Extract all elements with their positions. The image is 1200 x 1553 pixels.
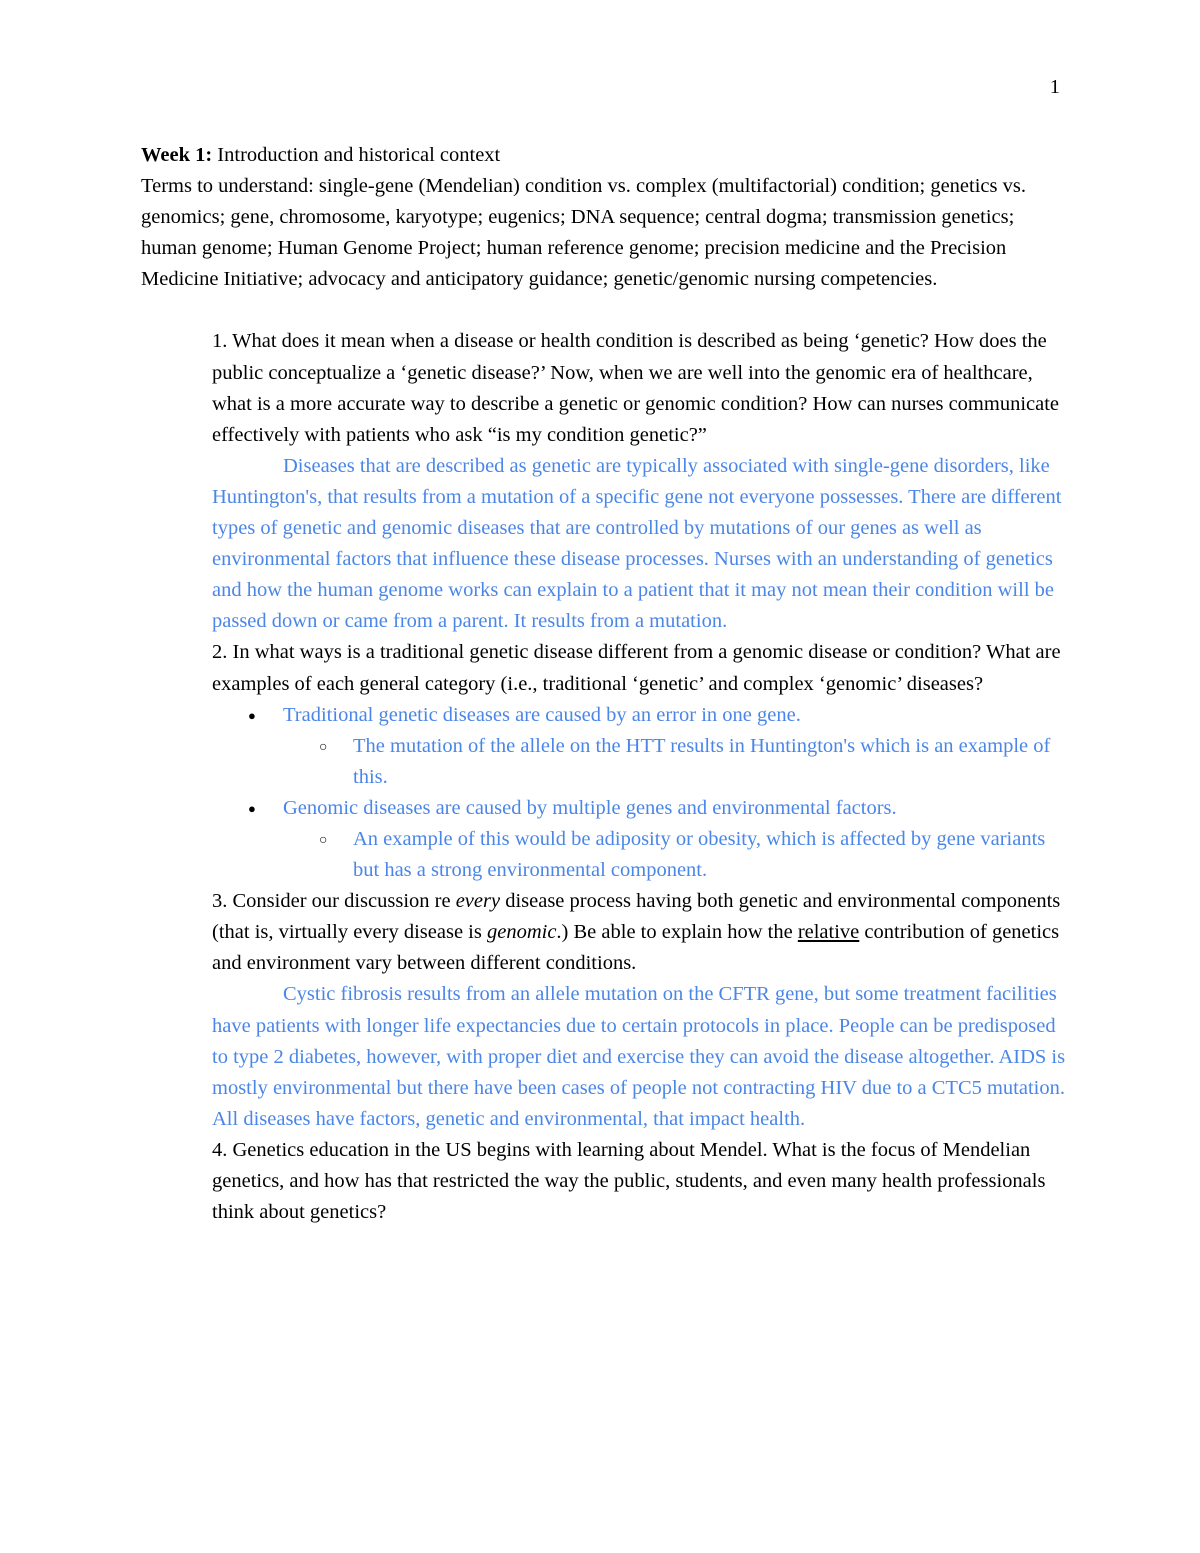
answer-2-list [141, 700, 1071, 887]
question-3-text: disease process having both genetic and environmental components (that is, virtually every disease is [212, 890, 1061, 944]
terms-paragraph: Terms to understand: single-gene (Mendelian) condition vs. complex (multifactorial) condition; genetics vs. genomics; gene, chromosome, karyotype; eugenics; DNA sequence; central dogma; transmission genetics; human genome; Human Genome Project; human reference genome; precision medicine and the Precision Medicine Initiative; advocacy and anticipatory guidance; genetic/genomic nursing competencies. [141, 175, 1026, 291]
questions-section-continued [141, 886, 1071, 1228]
question-3-text: .) Be able to explain how the [556, 921, 798, 944]
spacer [141, 295, 1071, 326]
question-3 [212, 886, 1071, 979]
question-1: 1. What does it mean when a disease or health condition is described as being ‘genetic? How does the public conceptualize a ‘genetic disease?’ Now, when we are well into the genomic era of healthcare, what is a more accurate way to describe a genetic or genomic condition? How can nurses communicate effectively with patients who ask “is my condition genetic?” [212, 330, 1060, 446]
question-2: 2. In what ways is a traditional genetic disease different from a genomic disease or condition? What are examples of each general category (i.e., traditional ‘genetic’ and complex ‘genomic’ diseases? [212, 641, 1061, 695]
week-label: Week 1: [141, 144, 213, 166]
answer-1: Diseases that are described as genetic are typically associated with single-gene disorders, like Huntington's, that results from a mutation of a specific gene not everyone possesses. There are different types of genetic and genomic diseases that are controlled by mutations of our genes as well as environmental factors that influence these disease processes. Nurses with an understanding of genetics and how the human genome works can explain to a patient that it may not mean their condition will be passed down or came from a parent. It results from a mutation. [212, 454, 1062, 633]
emphasis-every: every [455, 890, 501, 913]
list-item: ● Traditional genetic diseases are caused by an error in one gene. [141, 700, 1071, 731]
question-3-text: 3. Consider our discussion re [212, 890, 456, 913]
list-item: ● Genomic diseases are caused by multiple genes and environmental factors. [141, 793, 1071, 824]
document-body [141, 140, 1071, 1228]
emphasis-relative: relative [797, 921, 860, 944]
week-title: Introduction and historical context [212, 144, 501, 166]
emphasis-genomic: genomic [486, 921, 557, 944]
page-number: 1 [1049, 76, 1060, 98]
week-heading [141, 140, 1071, 171]
question-4: 4. Genetics education in the US begins with learning about Mendel. What is the focus of Mendelian genetics, and how has that restricted the way the public, students, and even many health professionals think about genetics? [212, 1138, 1046, 1224]
questions-section [141, 326, 1071, 699]
answer-3: Cystic fibrosis results from an allele mutation on the CFTR gene, but some treatment facilities have patients with longer life expectancies due to certain protocols in place. People can be predisposed to type 2 diabetes, however, with proper diet and exercise they can avoid the disease altogether. AIDS is mostly environmental but there have been cases of people not contracting HIV due to a CTC5 mutation. All diseases have factors, genetic and environmental, that impact health. [212, 983, 1066, 1130]
list-item: ○ The mutation of the allele on the HTT results in Huntington's which is an example of this. [141, 731, 1071, 793]
question-3-text: contribution of genetics and environment vary between different conditions. [212, 921, 1060, 975]
list-item: ○ An example of this would be adiposity or obesity, which is affected by gene variants but has a strong environmental component. [141, 824, 1071, 886]
